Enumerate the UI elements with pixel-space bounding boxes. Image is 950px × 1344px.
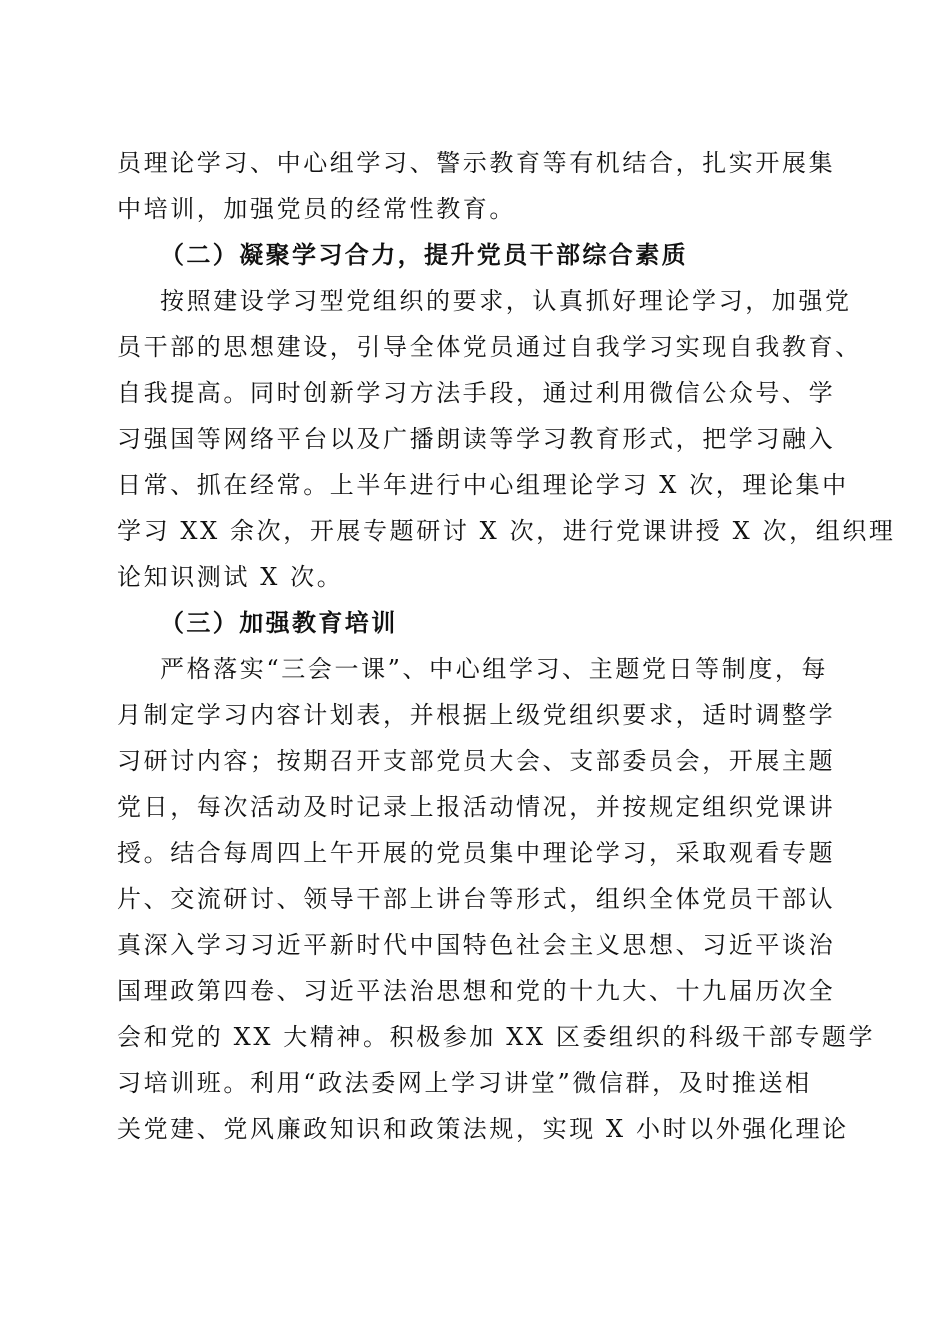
text-line: 习强国等网络平台以及广播朗读等学习教育形式，把学习融入 (117, 425, 836, 453)
text-line: 月制定学习内容计划表，并根据上级党组织要求，适时调整学 (117, 701, 836, 729)
text-line: 关党建、党风廉政知识和政策法规，实现 X 小时以外强化理论 (117, 1115, 849, 1143)
text-line: 习培训班。利用“政法委网上学习讲堂”微信群，及时推送相 (117, 1069, 812, 1097)
text-line: 严格落实“三会一课”、中心组学习、主题党日等制度，每 (160, 655, 829, 683)
text-line: 员理论学习、中心组学习、警示教育等有机结合，扎实开展集 (117, 149, 836, 177)
text-line: 按照建设学习型党组织的要求，认真抓好理论学习，加强党 (160, 287, 852, 315)
section-heading-3: （三）加强教育培训 (160, 608, 398, 637)
text-line: 自我提高。同时创新学习方法手段，通过利用微信公众号、学 (117, 379, 836, 407)
text-line: 学习 XX 余次，开展专题研讨 X 次，进行党课讲授 X 次，组织理 (117, 517, 896, 545)
text-line: 会和党的 XX 大精神。积极参加 XX 区委组织的科级干部专题学 (117, 1023, 876, 1051)
text-line: 论知识测试 X 次。 (117, 563, 344, 591)
section-heading-2: （二）凝聚学习合力，提升党员干部综合素质 (160, 240, 688, 269)
text-line: 真深入学习习近平新时代中国特色社会主义思想、习近平谈治 (117, 931, 836, 959)
text-line: 授。结合每周四上午开展的党员集中理论学习，采取观看专题 (117, 839, 836, 867)
text-line: 日常、抓在经常。上半年进行中心组理论学习 X 次，理论集中 (117, 471, 849, 499)
text-line: 中培训，加强党员的经常性教育。 (117, 195, 516, 223)
text-line: 党日，每次活动及时记录上报活动情况，并按规定组织党课讲 (117, 793, 836, 821)
text-line: 习研讨内容；按期召开支部党员大会、支部委员会，开展主题 (117, 747, 836, 775)
text-line: 员干部的思想建设，引导全体党员通过自我学习实现自我教育、 (117, 333, 862, 361)
text-line: 片、交流研讨、领导干部上讲台等形式，组织全体党员干部认 (117, 885, 836, 913)
text-line: 国理政第四卷、习近平法治思想和党的十九大、十九届历次全 (117, 977, 836, 1005)
